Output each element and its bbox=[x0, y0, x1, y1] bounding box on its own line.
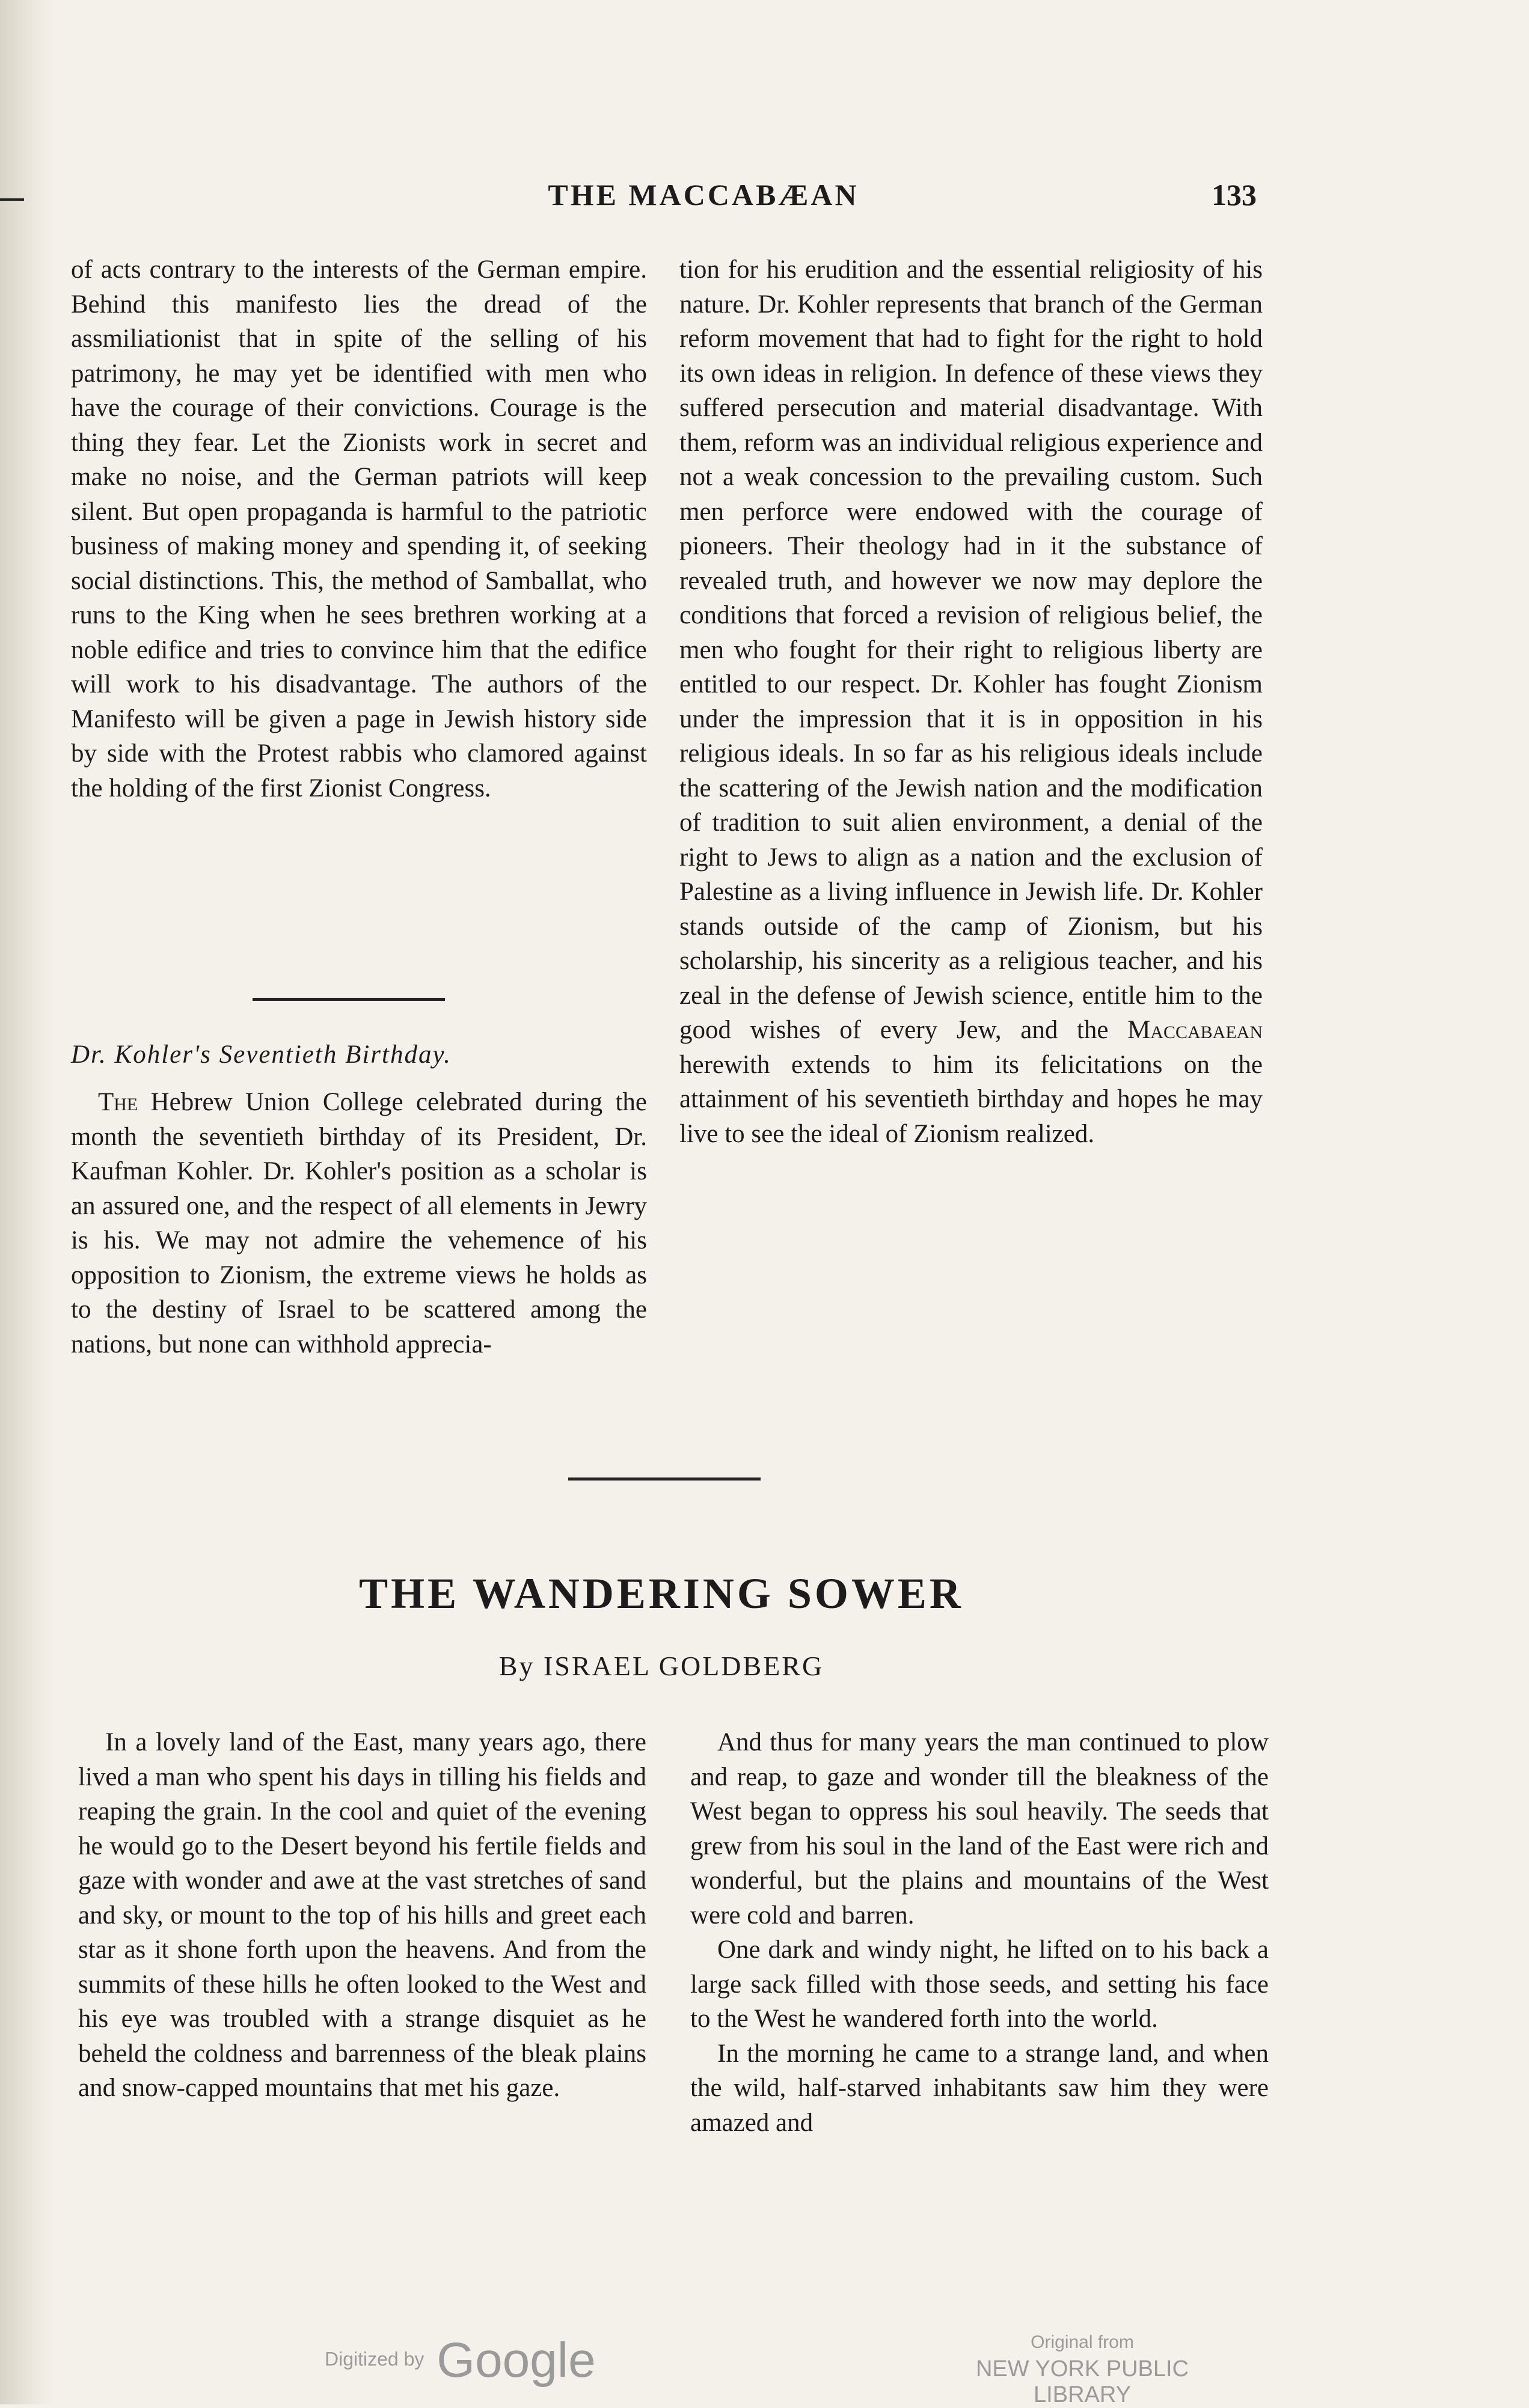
kohler-heading: Dr. Kohler's Seventieth Birthday. bbox=[71, 1041, 452, 1069]
article-title: THE WANDERING SOWER bbox=[359, 1569, 964, 1618]
digitized-by-text: Digitized by bbox=[325, 2348, 424, 2370]
article-byline: By ISRAEL GOLDBERG bbox=[498, 1651, 824, 1681]
margin-rule bbox=[0, 198, 24, 201]
kohler-right-column bbox=[679, 252, 1263, 1151]
article-paragraph-2: And thus for many years the man continued to plow and reap, to gaze and wonder till the bleakness of the West began to oppress his soul heavily. The seeds that grew from his soul in the land of the East were rich and wonderful, but the plains and mountains of the West were cold and barren. bbox=[690, 1728, 1269, 1930]
library-watermark bbox=[926, 2332, 1239, 2408]
article-paragraph-1: In a lovely land of the East, many years ago, there lived a man who spent his days in tilling his fields and reaping the grain. In the cool and quiet of the evening he would go to the Desert beyond his fertile fields and gaze with wonder and awe at the vast stretches of sand and sky, or mount to the top of his hills and greet each star as it shone forth upon the heavens. And from the summits of these hills he often looked to the West and his eye was troubled with a strange disquiet as he beheld the coldness and barrenness of the bleak plains and snow-capped mountains that met his gaze. bbox=[78, 1728, 646, 2102]
digitized-watermark bbox=[325, 2332, 596, 2389]
kohler-paragraph-start bbox=[71, 1085, 647, 1361]
article-paragraph-3: One dark and windy night, he lifted on to his back a large sack filled with those seeds, and setting his face to the West he wandered forth into the world. bbox=[690, 1936, 1269, 2033]
kohler-left-text: Hebrew Union College celebrated during the month the seventieth birthday of its President, Dr. Kaufman Kohler. Dr. Kohler's position as a scholar is an assured one, and the respect of all elements in Jewry is his. We may not admire the vehemence of his opposition to Zionism, the extreme views he holds as to the destiny of Israel to be scattered among the nations, but none can withhold apprecia- bbox=[71, 1088, 647, 1358]
original-from-text: Original from bbox=[1031, 2332, 1134, 2352]
manifesto-paragraph: of acts contrary to the interests of the German empire. Behind this manifesto lies the dread of the assmiliationist that in spite of the selling of his patrimony, he may yet be identified with men who have the courage of their convictions. Courage is the thing they fear. Let the Zionists work in secret and make no noise, and the German patriots will keep silent. But open propaganda is harmful to the patriotic business of making money and spending it, of seeking social distinctions. This, the method of Samballat, who runs to the King when he sees brethren working at a noble edifice and tries to convince him that the edifice will work to his disadvantage. The authors of the Manifesto will be given a page in Jewish history side by side with the Protest rabbis who clamored against the holding of the first Zionist Congress. bbox=[71, 255, 647, 802]
kohler-paragraph-continued bbox=[679, 252, 1263, 1151]
article-right-column bbox=[690, 1725, 1269, 2140]
maccabaean-name: Maccabaean bbox=[1127, 1016, 1263, 1044]
kohler-right-text-1: tion for his erudition and the essential religiosity of his nature. Dr. Kohler represents that branch of the German reform movement that had to fight for the right to hold its own ideas in religion. In defence of these views they suffered persecution and material disadvantage. With them, reform was an individual religious experience and not a weak concession to the prevailing custom. Such men perforce were endowed with the courage of pioneers. Their theology had in it the substance of revealed truth, and however we now may deplore the conditions that forced a revision of religious belief, the men who fought for their right to religious liberty are entitled to our respect. Dr. Kohler has fought Zionism under the impression that it is in opposition in his religious ideals. In so far as his religious ideals include the scattering of the Jewish nation and the modification of tradition to suit alien environment, a denial of the right to Jews to align as a nation and the exclusion of Palestine as a living influence in Jewish life. Dr. Kohler stands outside of the camp of Zionism, but his scholarship, his sincerity as a religious teacher, and his zeal in the defense of Jewish science, entitle him to the good wishes of every Jew, and the bbox=[679, 255, 1263, 1044]
lead-word: The bbox=[98, 1088, 138, 1116]
article-paragraph-4: In the morning he came to a strange land, and when the wild, half-starved inhabitants saw him they were amazed and bbox=[690, 2039, 1269, 2137]
journal-title: THE MACCABÆAN bbox=[548, 178, 859, 212]
kohler-right-text-2: herewith extends to him its felicitations on the attainment of his seventieth birthday and hopes he may live to see the ideal of Zionism realized. bbox=[679, 1050, 1263, 1148]
google-logo: Google bbox=[437, 2333, 596, 2388]
article-divider bbox=[568, 1477, 761, 1481]
section-divider bbox=[253, 998, 445, 1001]
page-number: 133 bbox=[1212, 178, 1257, 212]
running-header bbox=[66, 177, 1269, 213]
left-column-continuation bbox=[71, 252, 647, 805]
binding-gutter bbox=[0, 0, 54, 2404]
kohler-left-column bbox=[71, 1085, 647, 1361]
library-name: NEW YORK PUBLIC LIBRARY bbox=[975, 2356, 1189, 2407]
article-left-column bbox=[78, 1725, 646, 2106]
